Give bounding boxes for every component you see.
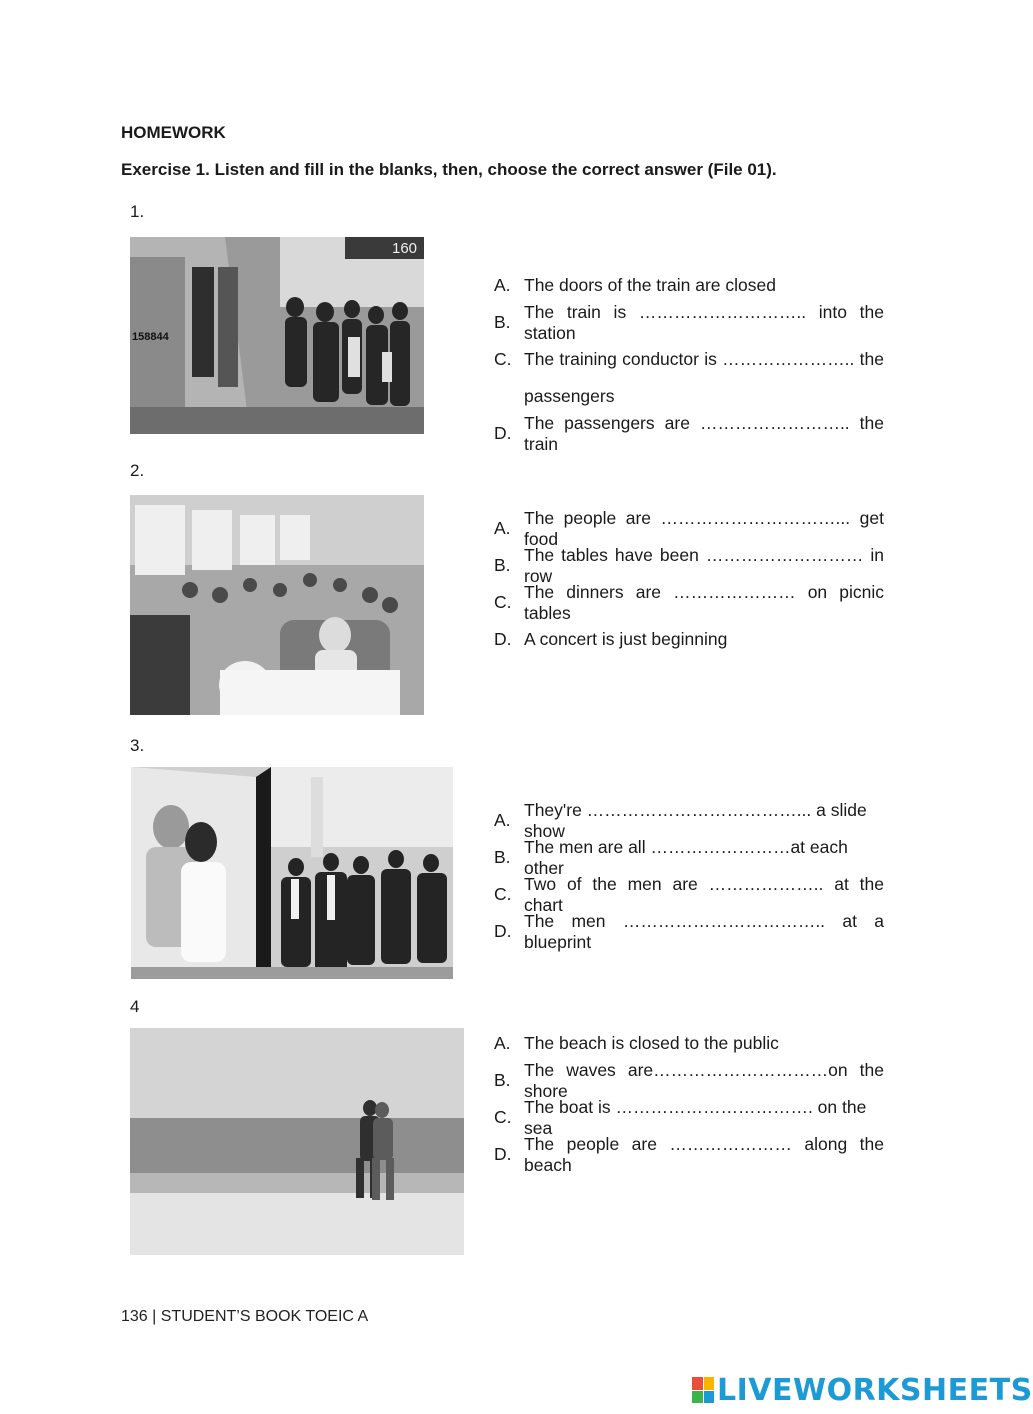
option-letter: D. (494, 629, 512, 649)
question-2-option-d (494, 621, 884, 658)
option-letter: B. (494, 555, 511, 575)
question-2-number: 2. (130, 461, 145, 480)
logo-badge-cell (692, 1377, 703, 1390)
logo-text: LIVEWORKSHEETS (717, 1372, 1033, 1408)
option-text: A concert is just beginning (524, 629, 728, 649)
option-letter: C. (494, 592, 512, 612)
option-text[interactable]: The people are …………………………... get food (524, 507, 884, 549)
question-3-photo-slide-show (131, 767, 453, 979)
question-3-options (494, 799, 884, 952)
option-text-continuation: passengers (524, 386, 615, 406)
option-text[interactable]: The tables have been ……………………… in row (524, 544, 884, 586)
question-4-option-b (494, 1059, 884, 1101)
question-4-option-a (494, 1025, 884, 1062)
question-4-option-c (494, 1096, 884, 1138)
train-sign-text: 160 (392, 240, 418, 257)
option-letter: A. (494, 518, 511, 538)
option-text[interactable]: They're ………………………………... a slide show (524, 799, 867, 841)
option-text[interactable]: The dinners are ………………… on picnic tables (524, 581, 884, 623)
option-text[interactable]: The men …………………………….. at a blueprint (524, 910, 884, 952)
exercise-title: Exercise 1. Listen and fill in the blanks, then, choose the correct answer (File 01). (121, 160, 777, 179)
option-text[interactable]: Two of the men are ……………….. at the chart (524, 873, 884, 915)
question-3-option-d (494, 910, 884, 952)
question-2-option-b (494, 544, 884, 586)
liveworksheets-logo (692, 1372, 1033, 1408)
question-2-option-a (494, 507, 884, 549)
page-footer: 136 | STUDENT’S BOOK TOEIC A (121, 1308, 369, 1325)
logo-badge-cell (704, 1391, 715, 1404)
option-text[interactable]: The train is ……………………….. into the station (524, 301, 884, 343)
option-letter: D. (494, 1144, 512, 1164)
option-text[interactable]: The passengers are …………………….. the train (524, 412, 884, 454)
option-letter: C. (494, 349, 512, 369)
option-letter: B. (494, 1070, 511, 1090)
option-text[interactable]: The men are all ……………………at each other (524, 836, 848, 878)
logo-badge-cell (692, 1391, 703, 1404)
train-number-text: 158844 (132, 331, 169, 343)
question-3-option-a (494, 799, 884, 841)
homework-heading: HOMEWORK (121, 123, 226, 142)
question-2-photo-restaurant (130, 495, 424, 715)
option-text[interactable]: The boat is ……………………………. on the sea (524, 1096, 867, 1138)
option-text[interactable]: The people are ………………… along the beach (524, 1133, 884, 1175)
question-1-options (494, 267, 884, 452)
logo-badge-cell (704, 1377, 715, 1390)
question-3-option-c (494, 873, 884, 915)
option-text[interactable]: The waves are…………………………on the shore (524, 1059, 884, 1101)
question-3-option-b (494, 836, 884, 878)
option-letter: B. (494, 847, 511, 867)
option-letter: C. (494, 1107, 512, 1127)
logo-badge-icon (692, 1377, 714, 1403)
question-3-number: 3. (130, 736, 145, 755)
question-2-option-c (494, 581, 884, 623)
question-1-number: 1. (130, 202, 145, 221)
option-text: The doors of the train are closed (524, 275, 776, 295)
option-letter: B. (494, 312, 511, 332)
option-letter: A. (494, 1033, 511, 1053)
option-letter: A. (494, 810, 511, 830)
question-1-option-d (494, 412, 884, 454)
option-letter: C. (494, 884, 512, 904)
question-1-option-c (494, 341, 884, 378)
option-letter: D. (494, 423, 512, 443)
question-1-photo-train-platform (130, 237, 424, 434)
question-4-options (494, 1025, 884, 1173)
question-1-option-a (494, 267, 884, 304)
option-letter: A. (494, 275, 511, 295)
question-4-option-d (494, 1133, 884, 1175)
option-text[interactable]: The training conductor is ………………….. the (524, 349, 884, 369)
question-4-number: 4 (130, 997, 140, 1016)
question-1-option-b (494, 301, 884, 343)
question-2-options (494, 507, 884, 658)
option-letter: D. (494, 921, 512, 941)
question-4-photo-beach (130, 1028, 464, 1255)
option-text: The beach is closed to the public (524, 1033, 779, 1053)
